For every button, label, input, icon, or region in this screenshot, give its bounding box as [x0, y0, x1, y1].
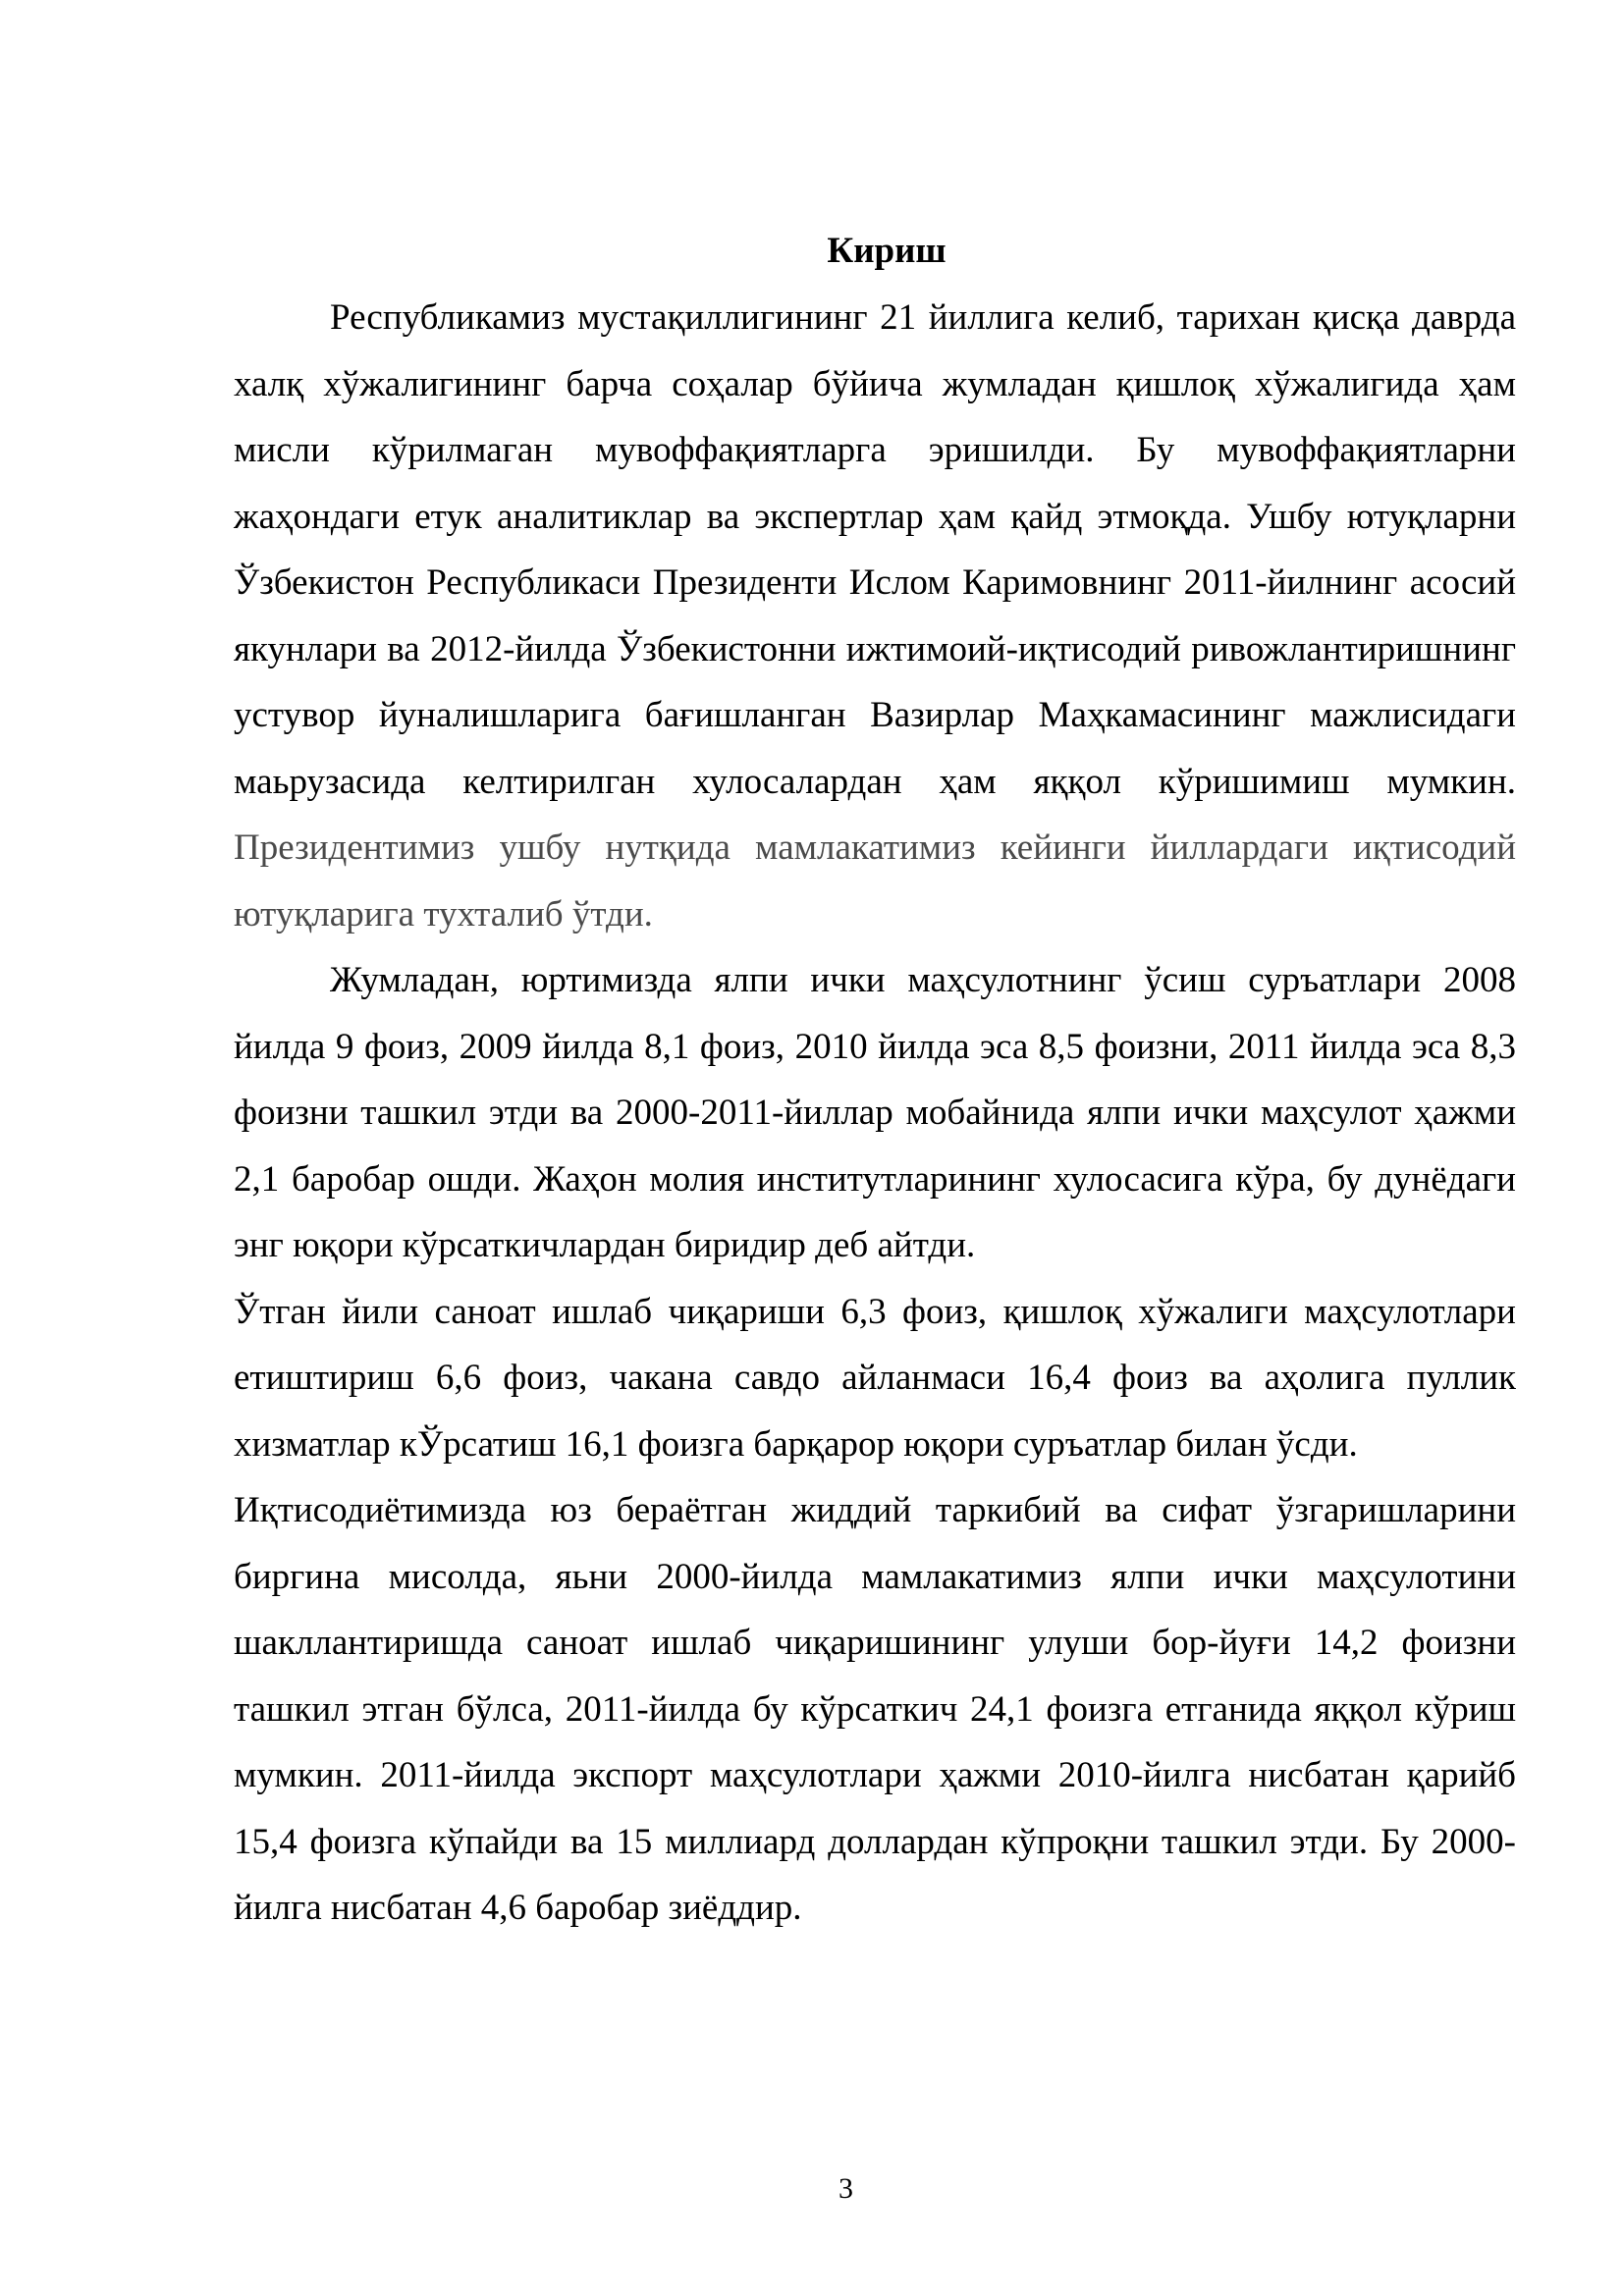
- paragraph-1: [234, 285, 1516, 947]
- paragraph-2: Жумладан, юртимизда ялпи ички маҳсулотнинг ўсиш суръатлари 2008 йилда 9 фоиз, 2009 йилда 8,1 фоиз, 2010 йилда эса 8,5 фоизни, 2011 йилда эса 8,3 фоизни ташкил этди ва 2000-2011-йиллар мобайнида ялпи ички маҳсулот ҳажми 2,1 баробар ошди. Жаҳон молия институтларининг хулосасига кўра, бу дунёдаги энг юқори кўрсаткичлардан биридир деб айтди.: [234, 960, 1516, 1265]
- paragraph-1-text: Республикамиз мустақиллигининг 21 йиллига келиб, тарихан қисқа даврда халқ хўжалигининг барча соҳалар бўйича жумладан қишлоқ хўжалигида ҳам мисли кўрилмаган мувоффақиятларга эришилди. Бу мувоффақиятларни жаҳондаги етук аналитиклар ва экспертлар ҳам қайд этмоқда. Ушбу ютуқларни Ўзбекистон Республикаси Президенти Ислом Каримовнинг 2011-йилнинг асосий якунлари ва 2012-йилда Ўзбекистонни ижтимоий-иқтисодий ривожлантиришнинг устувор йуналишларига бағишланган Вазирлар Маҳкамасининг мажлисидаги маьрузасида келтирилган хулосалардан ҳам яққол кўришимиш мумкин.: [234, 297, 1516, 802]
- page-number: 3: [839, 2172, 853, 2205]
- page-title: Кириш: [827, 231, 947, 271]
- paragraph-1-muted-text: Президентимиз ушбу нутқида мамлакатимиз кейинги йиллардаги иқтисодий ютуқларига тухталиб ўтди.: [234, 828, 1516, 934]
- paragraph-4: Иқтисодиётимизда юз бераётган жиддий таркибий ва сифат ўзгаришларини биргина мисолда, яьни 2000-йилда мамлакатимиз ялпи ички маҳсулотини шакллантиришда саноат ишлаб чиқаришининг улуши бор-йуғи 14,2 фоизни ташкил этган бўлса, 2011-йилда бу кўрсаткич 24,1 фоизга етганида яққол кўриш мумкин. 2011-йилда экспорт маҳсулотлари ҳажми 2010-йилга нисбатан қарийб 15,4 фоизга кўпайди ва 15 миллиард доллардан кўпроқни ташкил этди. Бу 2000-йилга нисбатан 4,6 баробар зиёддир.: [234, 1490, 1516, 1928]
- document-body: [234, 218, 1516, 1942]
- paragraph-3: Ўтган йили саноат ишлаб чиқариши 6,3 фоиз, қишлоқ хўжалиги маҳсулотлари етиштириш 6,6 фоиз, чакана савдо айланмаси 16,4 фоиз ва аҳолига пуллик хизматлар кЎрсатиш 16,1 фоизга барқарор юқори суръатлар билан ўсди.: [234, 1291, 1516, 1465]
